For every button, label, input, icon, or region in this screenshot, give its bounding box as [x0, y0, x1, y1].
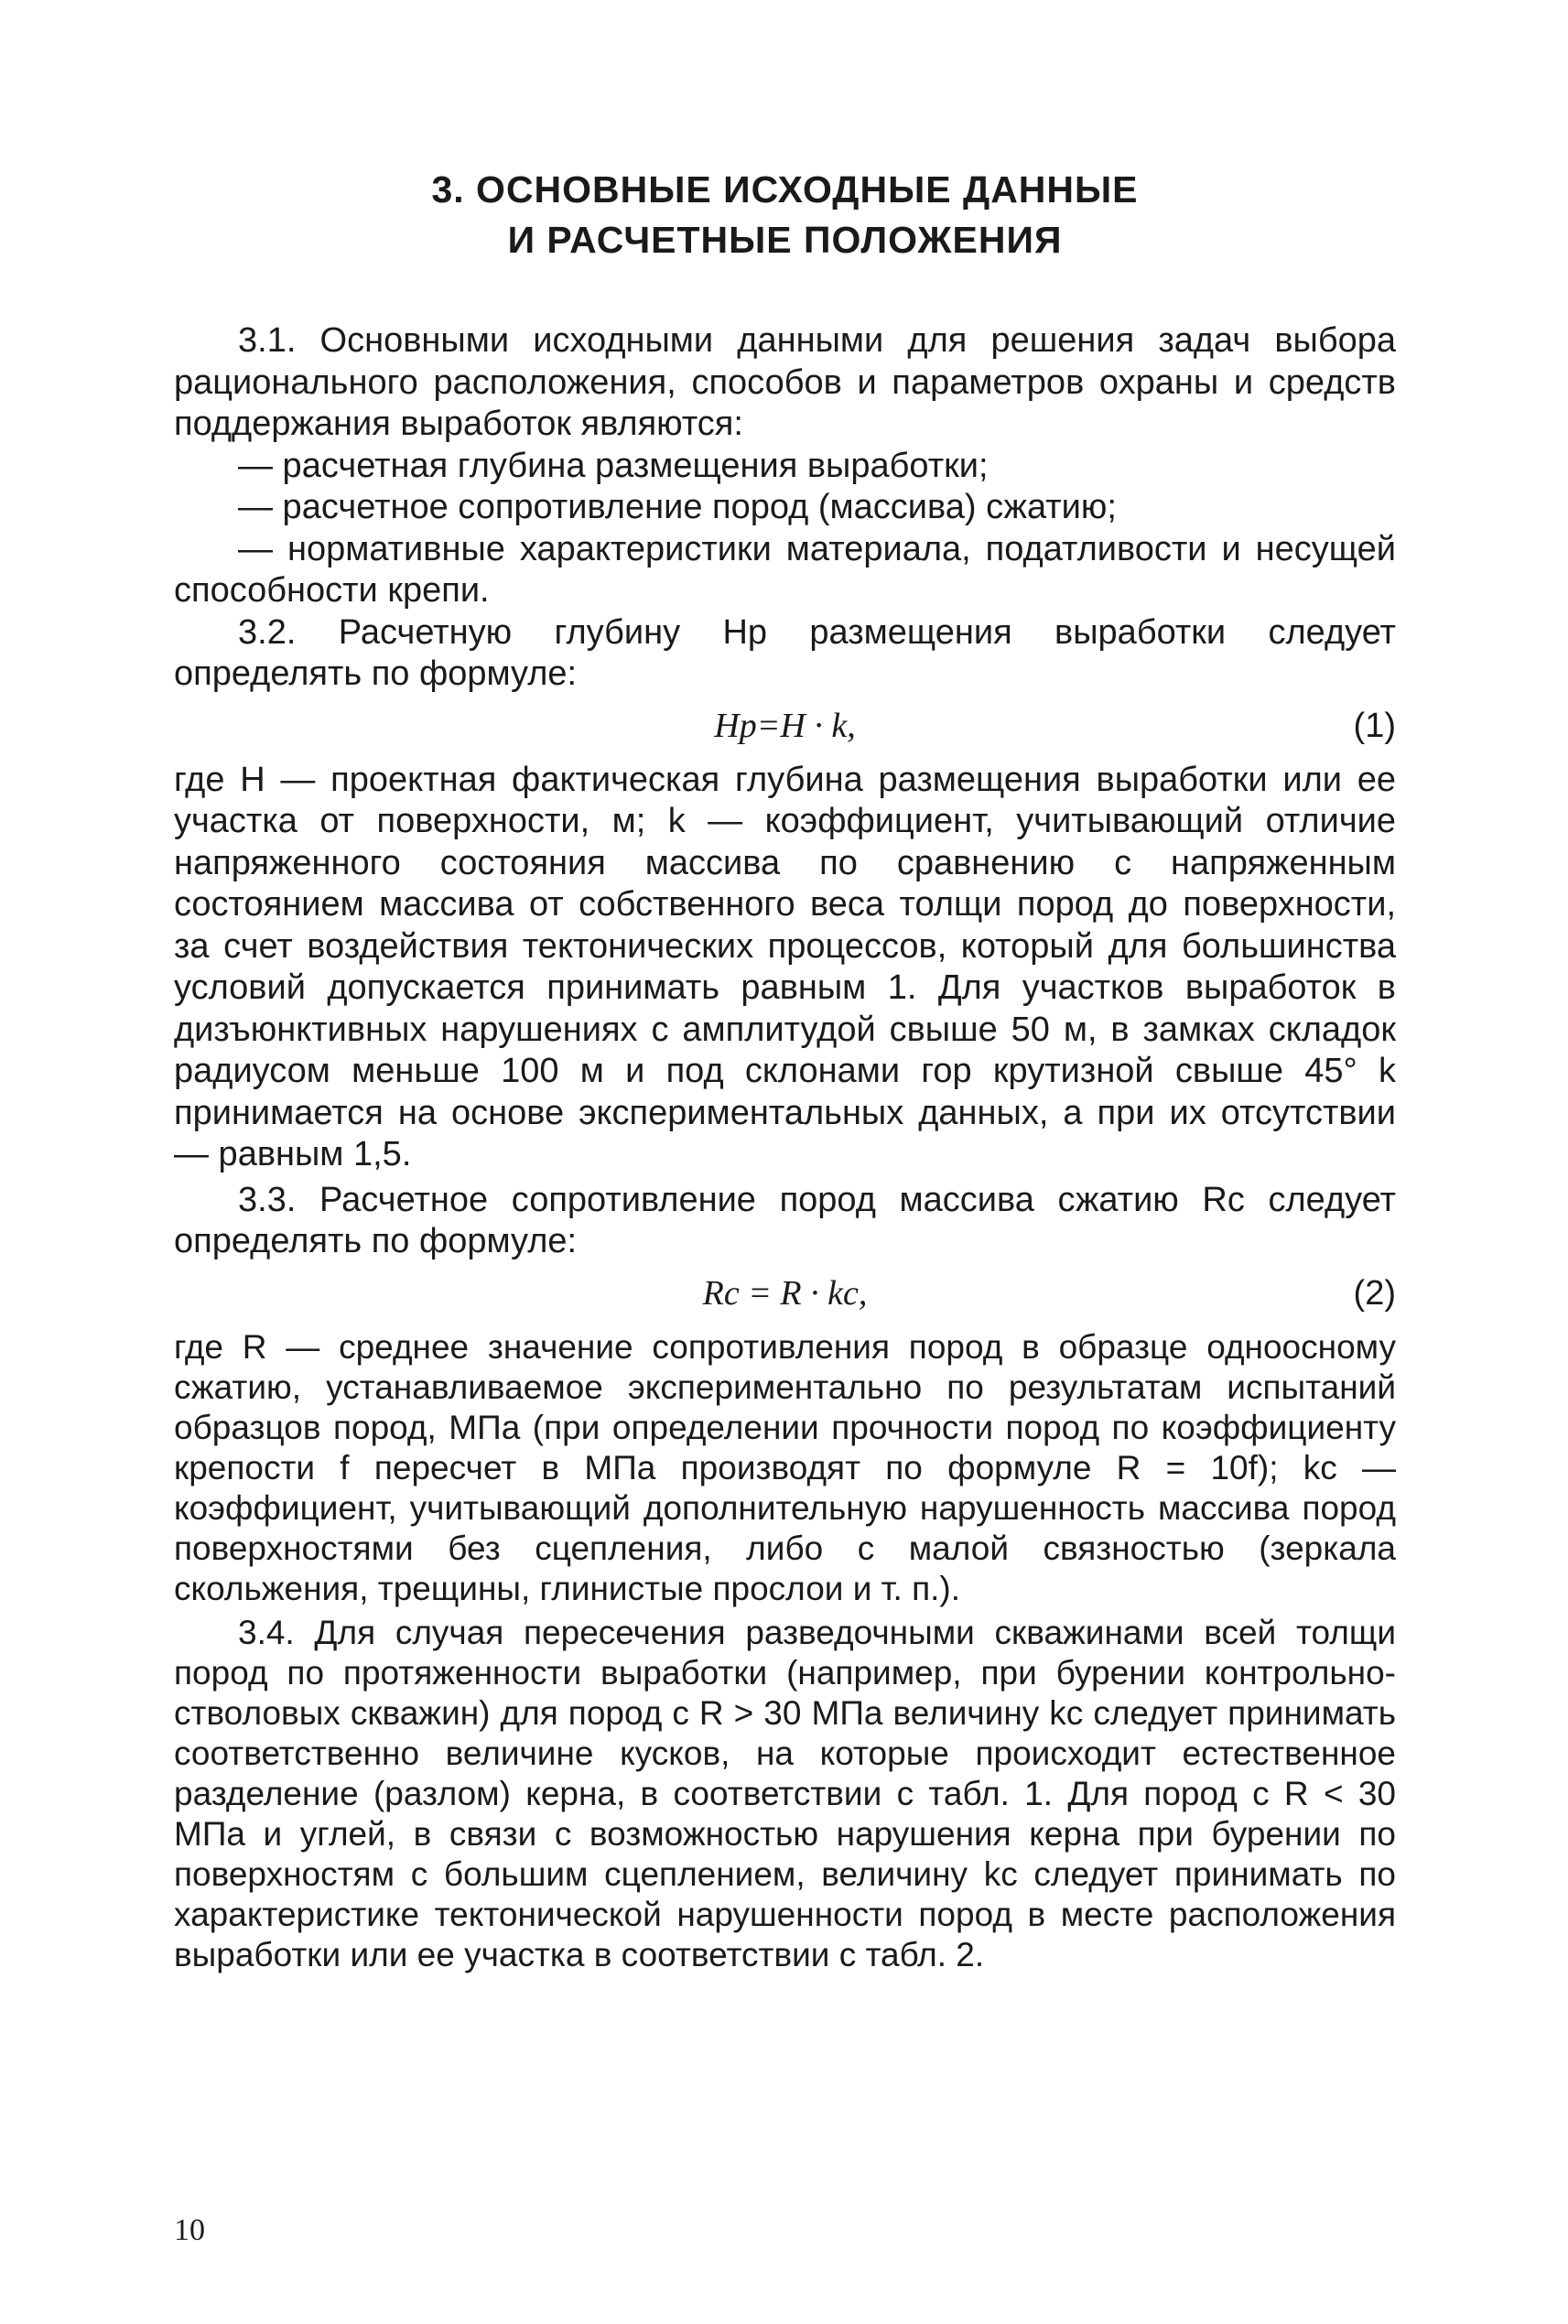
list-item-depth: — расчетная глубина размещения выработки; — [238, 446, 989, 485]
formula-2 — [174, 1269, 1396, 1318]
paragraph-3-3-intro: 3.3. Расчетное сопротивление пород массива сжатию Rс следует определять по формуле: — [174, 1180, 1396, 1260]
paragraph-3-3-explanation: где R — среднее значение сопротивления пород в образце одноосному сжатию, устанавливаемое экспериментально по результатам испытаний образцов пород, МПа (при определении прочности пород по коэффициенту крепости f пересчет в МПа производят по формуле R = 10f); kс — коэффициент, учитывающий дополнительную нарушенность массива пород поверхностями без сцепления, либо с малой связностью (зеркала скольжения, трещины, глинистые прослои и т. п.). — [174, 1327, 1396, 1607]
document-page — [174, 165, 1396, 1975]
paragraph-3-4: 3.4. Для случая пересечения разведочными скважинами всей толщи пород по протяженности выработки (например, при бурении контрольно-стволовых скважин) для пород с R > 30 МПа величину kс следует принимать соответственно величине кусков, на которые происходит естественное разделение (разлом) керна, в соответствии с табл. 1. Для пород с R < 30 МПа и углей, в связи с возможностью нарушения керна при бурении по поверхностям с большим сцеплением, величину kс следует принимать по характеристике тектонической нарушенности пород в месте расположения выработки или ее участка в соответствии с табл. 2. — [174, 1613, 1396, 1973]
heading-line-2: И РАСЧЕТНЫЕ ПОЛОЖЕНИЯ — [507, 219, 1063, 261]
paragraph-3-2-explanation: где H — проектная фактическая глубина размещения выработки или ее участка от поверхности, м; k — коэффициент, учитывающий отличие напряженного состояния массива по сравнению с напряженным состоянием массива от собственного веса толщи пород до поверхности, за счет воздействия тектонических процессов, который для большинства условий допускается принимать равным 1. Для участков выработок в дизъюнктивных нарушениях с амплитудой свыше 50 м, в замках складок радиусом меньше 100 м и под склонами гор крутизной свыше 45° k принимается на основе экспериментальных данных, а при их отсутствии — равным 1,5. — [174, 760, 1396, 1173]
formula-1-number: (1) — [1353, 706, 1396, 745]
formula-1 — [174, 701, 1396, 751]
formula-2-expression: Rс = R · kс, — [702, 1273, 868, 1313]
list-item-resistance: — расчетное сопротивление пород (массива) сжатию; — [238, 488, 1117, 526]
page-number: 10 — [174, 2213, 205, 2247]
heading-line-1: 3. ОСНОВНЫЕ ИСХОДНЫЕ ДАННЫЕ — [431, 168, 1139, 211]
formula-1-expression: Hр=H · k, — [714, 706, 856, 745]
formula-2-number: (2) — [1353, 1273, 1396, 1313]
paragraph-3-1-intro: 3.1. Основными исходными данными для решения задач выбора рационального расположения, способов и параметров охраны и средств поддержания выработок являются: — [174, 321, 1396, 443]
paragraph-3-2-intro: 3.2. Расчетную глубину Hр размещения выработки следует определять по формуле: — [174, 612, 1396, 693]
section-heading — [174, 165, 1396, 265]
list-item-characteristics: — нормативные характеристики материала, податливости и несущей способности крепи. — [174, 529, 1396, 610]
